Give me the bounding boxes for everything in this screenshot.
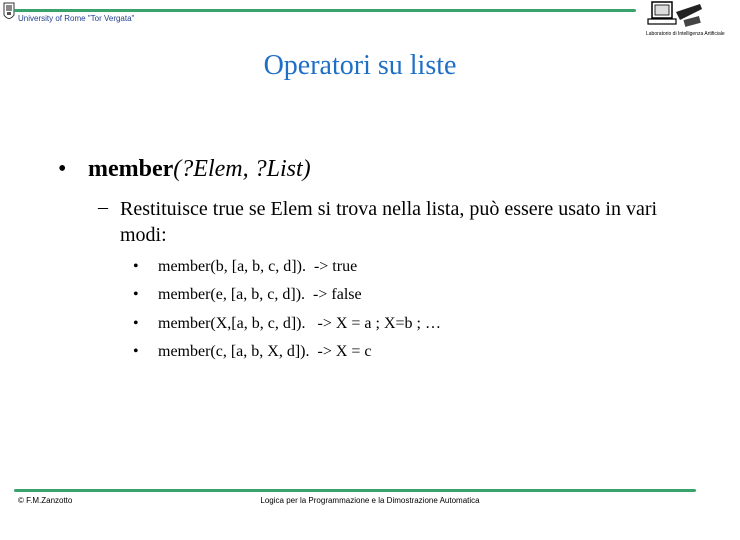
example-bullet: • [133, 315, 139, 332]
example-bullet: • [133, 343, 139, 360]
sub-bullet-text: Restituisce true se Elem si trova nella lista, può essere usato in vari modi: [120, 198, 658, 246]
university-name: University of Rome "Tor Vergata" [18, 14, 135, 23]
slide-title: Operatori su liste [263, 50, 457, 81]
sub-bullet-symbol: – [98, 196, 108, 218]
example-line: member(b, [a, b, c, d]). -> true [158, 258, 358, 275]
bullet-text [88, 156, 311, 183]
lab-caption: Laboratorio di Intelligenza Artificiale [646, 31, 725, 37]
footer-rule [14, 489, 696, 492]
example-line: member(e, [a, b, c, d]). -> false [158, 286, 362, 303]
example-bullet: • [133, 258, 139, 275]
header-rule [14, 9, 636, 12]
bullet-args: (?Elem, ?List) [173, 156, 311, 182]
bullet-symbol: • [58, 156, 67, 182]
footer-copyright: © F.M.Zanzotto [18, 496, 73, 505]
bullet-keyword: member [88, 156, 174, 182]
example-line: member(c, [a, b, X, d]). -> X = c [158, 343, 372, 360]
example-line: member(X,[a, b, c, d]). -> X = a ; X=b ; … [158, 315, 441, 332]
university-seal-icon [3, 2, 15, 22]
example-bullet: • [133, 286, 139, 303]
footer-course-title: Logica per la Programmazione e la Dimostrazione Automatica [260, 496, 480, 505]
